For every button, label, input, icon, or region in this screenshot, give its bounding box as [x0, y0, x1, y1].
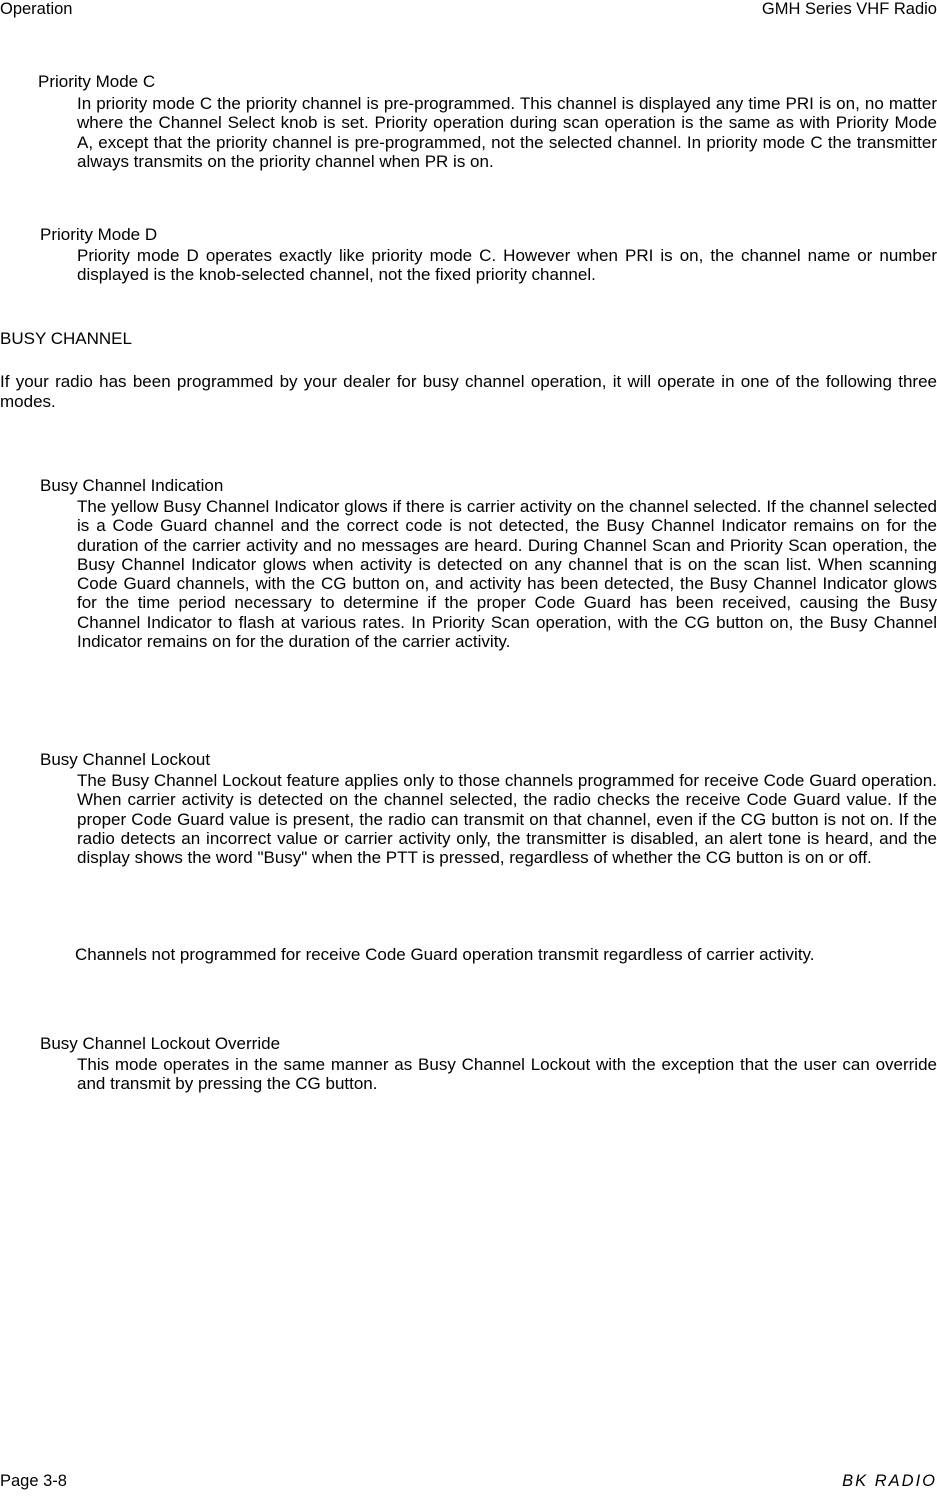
busy-channel-lockout-override-heading: Busy Channel Lockout Override — [40, 1034, 281, 1053]
busy-channel-indication-text: The yellow Busy Channel Indicator glows if there is carrier activity on the channel selected. If the channel selected is a Code Guard channel and the correct code is not detected, the Busy Channel Indicator remains on for the duration of the carrier activity and no messages are heard. During Channel Scan and Priority Scan operation, the Busy Channel Indicator glows when activity is detected on any channel that is on the scan list. When scanning Code Guard channels, with the CG button on, and activity has been detected, the Busy Channel Indicator glows for the time period necessary to determine if the proper Code Guard has been received, causing the Busy Channel Indicator to flash at various rates. In Priority Scan operation, with the CG button on, the Busy Channel Indicator remains on for the duration of the carrier activity. — [77, 497, 937, 652]
footer-company-name: BK RADIO — [842, 1472, 937, 1490]
header-section-name: Operation — [0, 0, 73, 18]
busy-channel-indication-heading: Busy Channel Indication — [40, 476, 224, 495]
busy-channel-lockout-text: The Busy Channel Lockout feature applies only to those channels programmed for receive Code Guard operation. When carrier activity is detected on the channel selected, the radio checks the receive Code Guard value. If the proper Code Guard value is present, the radio can transmit on that channel, even if the CG button is not on. If the radio detects an incorrect value or carrier activity only, the transmitter is disabled, an alert tone is heard, and the display shows the word "Busy" when the PTT is pressed, regardless of whether the CG button is on or off. — [77, 771, 937, 868]
priority-mode-c-text: In priority mode C the priority channel is pre-programmed. This channel is displayed any time PRI is on, no matter where the Channel Select knob is set. Priority operation during scan operation is the same as with Priority Mode A, except that the priority channel is pre-programmed, not the selected channel. In priority mode C the transmitter always transmits on the priority channel when PR is on. — [77, 94, 937, 171]
busy-channel-lockout-override-text: This mode operates in the same manner as Busy Channel Lockout with the exception that the user can override and transmit by pressing the CG button. — [77, 1055, 937, 1094]
busy-channel-lockout-heading: Busy Channel Lockout — [40, 750, 211, 769]
priority-mode-d-text: Priority mode D operates exactly like priority mode C. However when PRI is on, the channel name or number displayed is the knob-selected channel, not the fixed priority channel. — [77, 246, 937, 285]
busy-channel-heading: BUSY CHANNEL — [0, 329, 132, 348]
header-document-title: GMH Series VHF Radio — [761, 0, 937, 18]
busy-channel-lockout-note: Channels not programmed for receive Code Guard operation transmit regardless of carrier activity. — [75, 945, 815, 964]
footer-page-number: Page 3-8 — [0, 1472, 67, 1490]
busy-channel-intro: If your radio has been programmed by your dealer for busy channel operation, it will operate in one of the following three modes. — [0, 372, 937, 411]
priority-mode-d-heading: Priority Mode D — [40, 225, 158, 244]
priority-mode-c-heading: Priority Mode C — [38, 72, 156, 91]
